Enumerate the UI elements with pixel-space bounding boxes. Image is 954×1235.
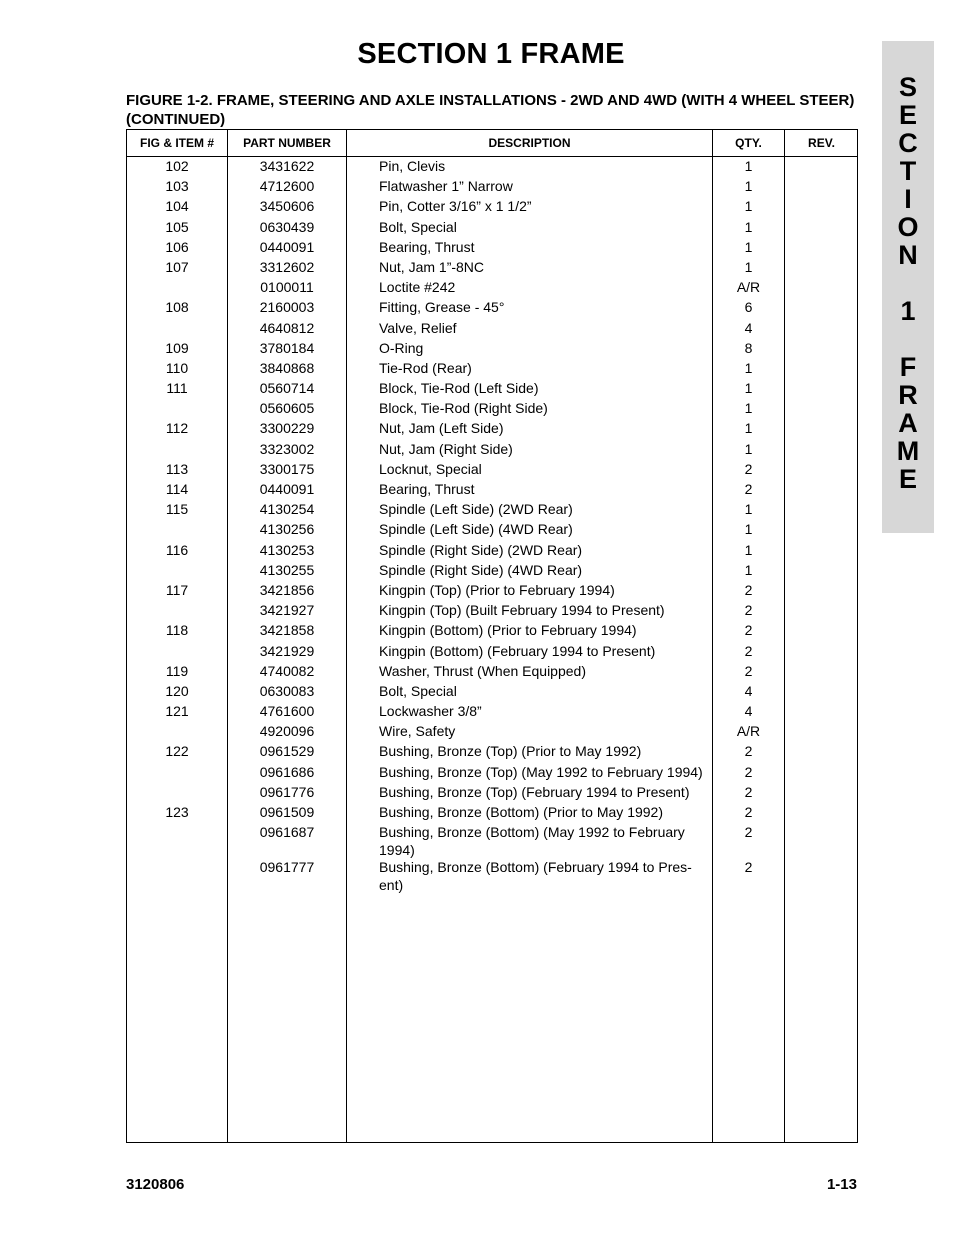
header-rev: REV.	[808, 136, 835, 150]
part-number-cell: 4130253	[259, 541, 315, 558]
table-row	[127, 803, 857, 823]
part-number-cell: 3421856	[259, 581, 315, 598]
table-header-row	[127, 130, 857, 157]
part-number-cell: 0961529	[259, 743, 315, 760]
description-cell: Spindle (Right Side) (2WD Rear)	[379, 541, 583, 558]
description-cell: Loctite #242	[379, 279, 456, 296]
qty-cell: 1	[744, 158, 753, 174]
fig-item-cell: 109	[165, 339, 189, 356]
table-row	[127, 339, 857, 359]
qty-cell: 2	[744, 481, 753, 497]
part-number-cell: 3431622	[259, 158, 315, 174]
table-row	[127, 662, 857, 682]
section-side-tab	[882, 41, 934, 533]
table-row	[127, 480, 857, 500]
fig-item-cell: 115	[165, 501, 189, 518]
fig-item-cell: 105	[165, 218, 189, 235]
table-row	[127, 763, 857, 783]
fig-item-cell: 108	[165, 299, 189, 316]
table-row	[127, 642, 857, 662]
qty-cell: 6	[744, 299, 753, 316]
qty-cell: 1	[744, 380, 753, 397]
side-tab-letter: M	[896, 436, 920, 466]
qty-cell: 2	[744, 859, 753, 876]
fig-item-cell: 118	[165, 622, 189, 639]
qty-cell: 2	[744, 783, 753, 800]
part-number-cell: 4130256	[259, 521, 315, 538]
fig-item-cell: 117	[165, 581, 189, 598]
header-part-number: PART NUMBER	[243, 136, 331, 150]
description-cell: Lockwasher 3/8”	[379, 703, 482, 720]
part-number-cell: 3300175	[259, 460, 315, 477]
table-row	[127, 258, 857, 278]
side-tab-letter: I	[904, 184, 912, 214]
part-number-cell: 4761600	[259, 703, 315, 720]
description-cell: Wire, Safety	[379, 723, 456, 740]
description-cell: Nut, Jam (Left Side)	[379, 420, 504, 437]
qty-cell: 2	[744, 581, 753, 598]
qty-cell: 2	[744, 642, 753, 659]
table-row	[127, 238, 857, 258]
qty-cell: 1	[744, 521, 753, 538]
side-tab-letter: O	[897, 212, 919, 242]
figure-title: FIGURE 1-2. FRAME, STEERING AND AXLE INSTALLATIONS - 2WD AND 4WD (WITH 4 WHEEL STEER) (CONTINUED)	[126, 92, 855, 128]
description-cell: Bushing, Bronze (Top) (Prior to May 1992)	[379, 743, 642, 760]
part-number-cell: 0100011	[260, 279, 314, 296]
part-number-cell: 3300229	[259, 420, 315, 437]
fig-item-cell: 114	[165, 481, 189, 497]
description-cell: Pin, Cotter 3/16” x 1 1/2”	[379, 198, 532, 215]
table-row	[127, 823, 857, 858]
qty-cell: 2	[744, 622, 753, 639]
side-tab-letter: A	[898, 408, 918, 438]
description-cell: Bearing, Thrust	[379, 238, 475, 255]
qty-cell: 1	[744, 420, 753, 437]
table-row	[127, 379, 857, 399]
side-tab-letter: S	[898, 72, 917, 102]
side-tab-letter	[882, 325, 934, 353]
qty-cell: 2	[744, 804, 753, 820]
qty-cell: 1	[744, 198, 753, 215]
description-cell: Bearing, Thrust	[379, 481, 475, 497]
qty-cell: 1	[744, 440, 753, 457]
description-cell: Bushing, Bronze (Bottom) (Prior to May 1992)	[379, 804, 664, 820]
description-cell: Kingpin (Bottom) (Prior to February 1994)	[379, 622, 637, 639]
description-cell: Kingpin (Bottom) (February 1994 to Present)	[379, 642, 656, 659]
description-cell: Fitting, Grease - 45°	[379, 299, 505, 316]
table-row	[127, 440, 857, 460]
description-cell: Bushing, Bronze (Top) (February 1994 to Present)	[379, 783, 690, 800]
qty-cell: 1	[744, 218, 753, 235]
fig-item-cell: 121	[165, 703, 189, 720]
table-row	[127, 722, 857, 742]
table-row	[127, 460, 857, 480]
description-cell: Nut, Jam 1”-8NC	[379, 258, 485, 275]
table-body	[127, 157, 857, 893]
table-row	[127, 319, 857, 339]
part-number-cell: 0560605	[259, 400, 315, 417]
table-row	[127, 541, 857, 561]
part-number-cell: 0961777	[259, 859, 315, 876]
part-number-cell: 3421927	[259, 602, 315, 619]
part-number-cell: 3323002	[259, 440, 315, 457]
description-cell: Spindle (Left Side) (2WD Rear)	[379, 501, 573, 518]
table-row	[127, 520, 857, 540]
description-cell: Kingpin (Top) (Built February 1994 to Present)	[379, 602, 665, 619]
qty-cell: 1	[744, 501, 753, 518]
qty-cell: 1	[744, 178, 753, 195]
description-cell: Pin, Clevis	[379, 158, 446, 174]
part-number-cell: 0630439	[259, 218, 315, 235]
part-number-cell: 3421858	[259, 622, 315, 639]
header-qty: QTY.	[735, 136, 762, 150]
fig-item-cell: 104	[165, 198, 189, 215]
table-row	[127, 278, 857, 298]
side-tab-letter: E	[898, 464, 917, 494]
qty-cell: A/R	[736, 723, 761, 740]
table-row	[127, 500, 857, 520]
document-number: 3120806	[126, 1176, 185, 1193]
description-cell: Locknut, Special	[379, 460, 482, 477]
part-number-cell: 3840868	[259, 359, 315, 376]
description-cell: Block, Tie-Rod (Right Side)	[379, 400, 548, 417]
part-number-cell: 4740082	[259, 662, 315, 679]
part-number-cell: 0560714	[259, 380, 315, 397]
part-number-cell: 0630083	[259, 682, 315, 699]
part-number-cell: 0961686	[259, 763, 315, 780]
part-number-cell: 3450606	[259, 198, 315, 215]
description-cell: Bushing, Bronze (Bottom) (February 1994 to Pres-ent)	[379, 859, 692, 893]
fig-item-cell: 122	[165, 743, 189, 760]
qty-cell: 1	[744, 258, 753, 275]
description-cell: Bolt, Special	[379, 218, 457, 235]
description-cell: Nut, Jam (Right Side)	[379, 440, 513, 457]
part-number-cell: 0961509	[259, 804, 315, 820]
page-title: SECTION 1 FRAME	[357, 38, 625, 70]
description-cell: Spindle (Right Side) (4WD Rear)	[379, 561, 583, 578]
description-cell: Flatwasher 1” Narrow	[379, 178, 513, 195]
description-cell: Bushing, Bronze (Bottom) (May 1992 to February 1994)	[379, 824, 685, 858]
description-cell: Spindle (Left Side) (4WD Rear)	[379, 521, 573, 538]
header-fig-item: FIG & ITEM #	[139, 136, 214, 150]
fig-item-cell: 123	[165, 804, 189, 820]
table-row	[127, 742, 857, 762]
part-number-cell: 3312602	[259, 258, 315, 275]
qty-cell: 1	[744, 561, 753, 578]
fig-item-cell: 110	[165, 359, 189, 376]
qty-cell: 2	[744, 824, 753, 841]
fig-item-cell: 103	[165, 178, 189, 195]
page-number: 1-13	[826, 1176, 857, 1193]
table-row	[127, 359, 857, 379]
part-number-cell: 4640812	[259, 319, 315, 336]
description-cell: Washer, Thrust (When Equipped)	[379, 662, 586, 679]
description-cell: Bushing, Bronze (Top) (May 1992 to February 1994)	[379, 763, 703, 780]
side-tab-letter: E	[898, 100, 917, 130]
qty-cell: 1	[744, 541, 753, 558]
side-tab-letter: T	[899, 156, 917, 186]
qty-cell: 4	[744, 319, 753, 336]
part-number-cell: 0440091	[259, 481, 315, 497]
qty-cell: 2	[744, 602, 753, 619]
side-tab-letters	[882, 73, 934, 493]
qty-cell: 1	[744, 359, 753, 376]
table-row	[127, 561, 857, 581]
table-row	[127, 177, 857, 197]
table-row	[127, 858, 857, 893]
table-row	[127, 218, 857, 238]
part-number-cell: 0961776	[259, 783, 315, 800]
part-number-cell: 2160003	[259, 299, 315, 316]
table-row	[127, 702, 857, 722]
fig-item-cell: 120	[165, 682, 189, 699]
qty-cell: 1	[744, 238, 753, 255]
side-tab-letter: N	[898, 240, 918, 270]
part-number-cell: 4130254	[259, 501, 315, 518]
qty-cell: 4	[744, 703, 753, 720]
table-row	[127, 399, 857, 419]
table-row	[127, 581, 857, 601]
description-cell: O-Ring	[379, 339, 424, 356]
table-row	[127, 682, 857, 702]
side-tab-letter: C	[898, 128, 918, 158]
part-number-cell: 4130255	[259, 561, 315, 578]
part-number-cell: 3780184	[259, 339, 315, 356]
fig-item-cell: 119	[165, 662, 189, 679]
side-tab-letter: R	[898, 380, 918, 410]
description-cell: Kingpin (Top) (Prior to February 1994)	[379, 581, 615, 598]
qty-cell: 2	[744, 662, 753, 679]
table-row	[127, 298, 857, 318]
qty-cell: 1	[744, 400, 753, 417]
fig-item-cell: 116	[165, 541, 189, 558]
part-number-cell: 3421929	[259, 642, 315, 659]
table-row	[127, 783, 857, 803]
qty-cell: 4	[744, 682, 753, 699]
description-cell: Valve, Relief	[379, 319, 457, 336]
fig-item-cell: 107	[165, 258, 189, 275]
part-number-cell: 0961687	[259, 824, 315, 841]
qty-cell: A/R	[736, 279, 761, 296]
part-number-cell: 4920096	[259, 723, 315, 740]
qty-cell: 2	[744, 743, 753, 760]
fig-item-cell: 106	[165, 238, 189, 255]
description-cell: Block, Tie-Rod (Left Side)	[379, 380, 539, 397]
header-description: DESCRIPTION	[488, 136, 571, 150]
parts-table	[126, 129, 858, 1143]
qty-cell: 2	[744, 763, 753, 780]
side-tab-letter: F	[899, 352, 917, 382]
qty-cell: 2	[744, 460, 753, 477]
fig-item-cell: 113	[165, 460, 189, 477]
qty-cell: 8	[744, 339, 753, 356]
fig-item-cell: 102	[165, 158, 189, 174]
table-row	[127, 419, 857, 439]
side-tab-letter	[882, 269, 934, 297]
description-cell: Tie-Rod (Rear)	[379, 359, 472, 376]
table-row	[127, 601, 857, 621]
fig-item-cell: 112	[165, 420, 189, 437]
fig-item-cell: 111	[166, 380, 188, 397]
description-cell: Bolt, Special	[379, 682, 457, 699]
part-number-cell: 0440091	[259, 238, 315, 255]
table-row	[127, 197, 857, 217]
part-number-cell: 4712600	[259, 178, 315, 195]
side-tab-letter: 1	[900, 296, 916, 326]
table-row	[127, 621, 857, 641]
table-row	[127, 157, 857, 177]
